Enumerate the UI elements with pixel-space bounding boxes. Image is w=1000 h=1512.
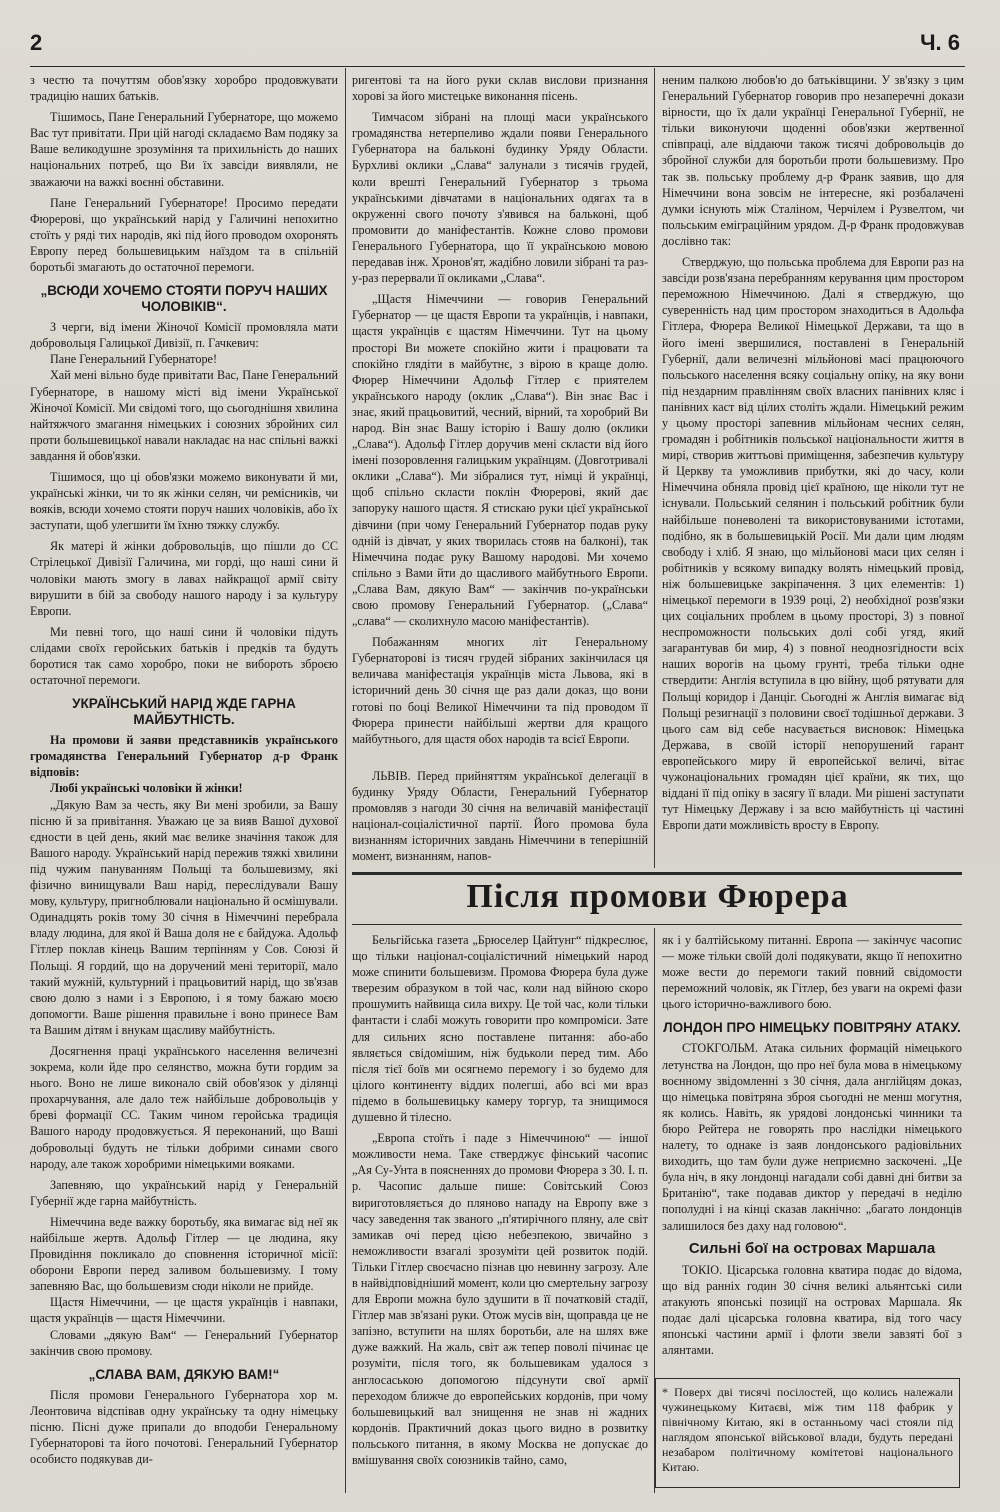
- col1-paragraph: Любі українські чоловіки й жінки!: [50, 781, 243, 796]
- col5-paragraph: як і у балтійському питанні. Европа — закінчує часопис — може тільки своїй долі подякувати, якщо її непохитно може вести до перемоги такий повний свідомости переможний чоловік, як Гітлер, без уваги на окремі фази цього історично-важливого бою.: [662, 933, 962, 1012]
- column-2: [352, 72, 648, 752]
- column-rule-1: [345, 68, 346, 1493]
- col1-paragraph: Пане Генеральний Губернаторе! Просимо передати Фюрерові, що український нарід у Галичині непохитно стоїть у ряді тих народів, які під його проводом охоронять Европу перед большевицьким наїздом та в спільній боротьбі змагають до остаточної перемоги.: [30, 195, 338, 275]
- col5-subheading: ЛОНДОН ПРО НІМЕЦЬКУ ПОВІТРЯНУ АТАКУ.: [663, 1020, 961, 1036]
- col1-paragraph: Тішимось, Пане Генеральний Губернаторе, що можемо Вас тут привітати. При цій нагоді складаємо Вам подяку за Ваше великодушне зрозуміння та прихильність до наших національних потреб, що Ви їх завсіди виявляли, не зважаючи на важкі воєнні обставини.: [30, 110, 338, 189]
- col1-paragraph: з честю та почуттям обов'язку хоробро продовжувати традицію наших батьків.: [30, 73, 338, 104]
- col1-paragraph: Словами „дякую Вам“ — Генеральний Губернатор закінчив свою промову.: [30, 1327, 338, 1358]
- col3-paragraph: Стверджую, що польська проблема для Европи раз на завсіди розв'язана перебранням керування цим простором переможною Німеччиною. Далі я стверджую, що суверенність над цим простором знаходиться в Адольфа Гітлера, Фюрера Великої Німецької Держави, та що в його імені звершилися, поставлені в Генеральній Губернії, дали величезні мільйонові масі працюючого польського населення всяку соціальну опіку, на яку вони під нездарним правлінням своїх власних панівних кляс і панівних каст від цілих століть ждали. Німецький режим у цьому просторі запевнив мільйонам чесних селян, громадян і робітників польської національности життя в мирі, створив життьові приміщення, забезпечив культуру й Церкву та уможливив прибутки, які до часу, коли Німеччина обняла провід цієї країною, ще ніколи тут не існували. Польський селянин і польський робітник були найбільше поневолені та використовуваними істотами, подібно, як в большевицькій Росії. Ми дали цим людям свободу і хліб. Я знаю, що мільйонові маси цих селян і робітників у всякому випадку волять німецький провід, ніж большевицьке закріпачення. З цих елементів: 1) німецької перемоги в 1939 році, 2) необхідної розв'язки цих соціальних проблем в цьому просторі, 3) з повної неспроможности польських долі собі угяд, який загарантував би мир, 4) з повної неоднозгідности всіх наших ворогів на цьому грунті, треба тільки одне ствердити: Англія вступила в цю війну, щоб рятувати для Польщі коридор і Данціг. Сьогодні ж Англія вимагає від Польщі резигнації з половини своєї тодішньої держави. З цього сам від себе насувається висновок: Німецька Держава, в своїй історії непорушений гарант европейського миру й европейської величі, вітає чужонаціональних громадян цієї країни, як тих, що віддані її під опіку в засягу її влади. Ми рішені заступати тут Німецьку Державу і за всю майбутність ці частині Европи дати можливість вросту в Европу.: [662, 255, 964, 833]
- col1-subheading: УКРАЇНСЬКИЙ НАРІД ЖДЕ ГАРНА МАЙБУТНІСТЬ.: [72, 696, 296, 728]
- col1-paragraph: Щастя Німеччини, — це щастя українців і навпаки, щастя українців — щастя Німеччини.: [30, 1295, 338, 1326]
- col4-paragraph: „Европа стоїть і паде з Німеччиною“ — іншої можливости нема. Таке стверджує фінський часопис „Ая Су-Унта в поясненнях до промови Фюрера з 30. І. п. р. Часопис дальше пише: Совітський Союз вириготовляється до пляново нападу на Европу вже з часу заведення так званого „п'ятирічного пляну, але світ замикав очі перед цією небезпекою, звичайно з неможливости взагалі зрозуміти цей розвиток подій. Тільки Гітлер своєчасно пізнав цю невинну загрозу. Але в найвідповідніший момент, коли цю смертельну загрозу для Европи можна було здушити в її початковій стадії, Гітлер мав зв'язані руки. Отож мусів він, щоправда це не запізно, вступити на шлях боротьби, але на шлях вже дуже важкий. На жаль, світ аж тепер поволі пічинає це розуміти, після того, як большевикам удалося з англосаською допомогою підсунути свої армії переходом ближче до европейських кордонів, при чому большевицький вал знищення не знав ні жадних кордонів. Практичний доказ цього видно в розвитку польського питання, в якому Москва не допускає до вмішування своїх союзників тайно, само,: [352, 1131, 648, 1467]
- col1-paragraph: Ми певні того, що наші сини й чоловіки підуть слідами своїх геройських батьків і предків та будуть боротися так само хоробро, поки не вибороть зброєю остаточної перемоги.: [30, 624, 338, 688]
- column-1: [30, 72, 338, 1494]
- column-4: [352, 932, 648, 1492]
- headline-underline: [352, 924, 962, 925]
- col1-paragraph: Досягнення праці українського населення величезні зокрема, коли йде про селянство, можна бути гордим за нього. Воно не лише виконало свій обов'язок у ділянці прохарчування, але дало теж найбільше добровольців у бреві формації СС. Таким чином геройська традиція Вашого народу продовжується. Я переконаний, що Ваші добровольці будуть не тільки добрими синами свого народу, але також хоробрими німецькими вояками.: [30, 1043, 338, 1171]
- page-number-right: Ч. 6: [920, 30, 960, 55]
- section-rule: [352, 872, 962, 875]
- boxed-note: [655, 1378, 960, 1488]
- col1-paragraph: „Дякую Вам за честь, яку Ви мені зробили, за Вашу пісню й за привітання. Уважаю це за вияв Вашої духової єдности в цей день, який має велике значіння також для Вашого народу. Український нарід пережив тяжкі хвилини під чужим пануванням Польщі та большевизму, які фізично винищували Ваш нарід, переслідували Вашу мову, культуру, пригноблювали національно й осмішували. Одинадцять років тому 30 січня в Німеччині перебрала владу людина, для якої й Ваша доля не є байдужа. Адольф Гітлер поклав кінець Вашим терпінням у Сов. Союзі й Польщі. Я гордий, що на доручений мені території, мало такий мужній, культурний і працьовитий нарід, що зв'язав свою долю з нами і з Европою, і я тому бажаю моєю допомогти. Ваше рішення правильне і воно принесе Вам та Вашим дітям і внукам щасливу майбутність.: [30, 797, 338, 1037]
- asterisk-icon: *: [662, 1385, 675, 1399]
- col1-paragraph: Запевняю, що український нарід у Генеральній Губернії жде гарна майбутність.: [30, 1177, 338, 1208]
- col2-paragraph: ригентові та на його руки склав вислови признання хорові за його мистецьке виконання пісень.: [352, 73, 648, 104]
- col3-paragraph: неним палкою любов'ю до батьківщини. У зв'язку з цим Генеральний Губернатор говорив про незаперечні докази вірности, що їх дали українці Генеральної Губернії, не тільки виконуючи щоденні обов'язки жертвенної співпраці, але віддаючи також тисячі добровольців до збройної служби для боротьби проти большевизму. Про так зв. польську проблему д-р Франк заявив, що для Німеччини вона зовсім не інтересне, які розбалачені думки існують між Сталіном, Черчілем і Рузвелтом, чи польським еміграційним урядом. Д-р Франк продовжував дослівно так:: [662, 73, 964, 248]
- col2-paragraph: ЛЬВІВ. Перед прийняттям української делегації в будинку Уряду Области, Генеральний Губернатор промовляв з нагоди 30 січня на величавій маніфестації націонал-соціалістичної партії. Його промова була визнанням історичних завдань Німеччини в теперішній момент, визнанням, напов-: [352, 769, 648, 864]
- col1-paragraph: Як матері й жінки добровольців, що пішли до СС Стрілецької Дивізії Галичина, ми горді, що наші сини й чоловіки мають змогу в лавах найкращої армії світу вирушити в бій за свободу нашого народу і за культуру Европи.: [30, 539, 338, 618]
- column-rule-2: [654, 68, 655, 868]
- column-3: [662, 72, 964, 868]
- col1-paragraph: Німеччина веде важку боротьбу, яка вимагає від неї як найбільше жертв. Адольф Гітлер — це людина, яку Провидіння покликало до сповнення історичної місії: оборони Европи перед заливом большевизму. І тому запевняю Вас, що большевизм сюди ніколи не прийде.: [30, 1214, 338, 1294]
- col2-paragraph: Тимчасом зібрані на площі маси українського громадянства нетерпеливо ждали появи Генерального Губернатора на бальконі будинку Уряду Области. Бурхливі оклики „Слава“ залунали з тисячів грудей, коли врешті Генеральний Губернатор з трьома українськими дівчатами в національних одягах та в окруженні свого почоту з'явився на бальконі, щоб промовити до маніфестантів. Кожне слово промови Генерального Губернатора, що її українською мовою передавав інж. Хронов'ят, жадібно ловили зібрані та раз-у-раз перервали її окликами „Слава“.: [352, 110, 648, 286]
- col2-paragraph: „Щастя Німеччини — говорив Генеральний Губернатор — це щастя Европи та українців, і навпаки, щастя українців є щастям Німеччини. Тут на цьому просторі Ви можете спокійно жити і працювати та спокійно глядіти в майбутнє, з вірою в краще долю. Фюрер Німеччини Адольф Гітлер є приятелем українського народу (оклик „Слава“). Він знає Вас і знає, який працьовитий, чесний, вірний, та хоробрий Ви народ. Він знає Вашу історію і Вашу долю (оклики „Слава“). Адольф Гітлер доручив мені скласти від його імені позоровлення галицьким українцям. (Довготривалі оклики „Слава“). Ми зібралися тут, німці й українці, щоб спільно скласти поклін Фюрерові, який дає запоруку нашого щастя. Я стискаю руки цієї української дівчини (при чому Генеральний Губернатор подав руку одній із дівчат, у яких творилась стояв на балконі), так Німеччина подає руку Вашому народові. Ми хочемо спільно з Вами йти до щасливого майбутнього Европи. „Слава Вам, дякую Вам“ — закінчив по-українськи свою промову Генеральний Губернатор. („Слава“ „слава“ — сколихнуло масою маніфестантів).: [352, 292, 648, 629]
- col1-subheading: „ВСЮДИ ХОЧЕМО СТОЯТИ ПОРУЧ НАШИХ ЧОЛОВІКІВ“.: [40, 283, 328, 315]
- col4-paragraph: Бельгійська газета „Брюселер Цайтунг“ підкреслює, що тільки націонал-соціалістичний німецький народ може спинити большевизм. Промова Фюрера була дуже тверезим образуком в той час, коли над війною скоро прошумить найвища сила вихру. Це той час, коли тільки фантасти і слабі можуть говорити про компроміси. Зате для сильних ясно поставлене питання: або-або являється свідомішим, ніж будьколи перед тим. Або після тієї боїв ми осягнемо перемогу і зо будемо для цілого континенту віддих полегші, або всі ми враз підемо в большевицьку камеру торгур, та знищимося душевно й тілесно.: [352, 933, 648, 1125]
- col1-paragraph: Тішимося, що ці обов'язки можемо виконувати й ми, українські жінки, чи то як жінки селян, чи ремісників, чи вояків, всюди хочемо стояти поруч наших чоловіків, або їх заступати, щоб улегшити їм їхню тяжку службу.: [30, 469, 338, 533]
- page-number-left: 2: [30, 30, 43, 55]
- column-2-lviv: [352, 768, 648, 868]
- col1-paragraph: Після промови Генерального Губернатора хор м. Леонтовича відспівав одну українську та одну німецьку пісню. Пісні дуже припали до вподоби Генеральному Губернаторові та його почотові. Генеральний Губернатор особисто подякував ди-: [30, 1387, 338, 1467]
- boxed-note-text: Поверх дві тисячі посілостей, що колись належали чужинецькому Китаєві, між тим 118 фабрик у північному Китаю, які в останньому часі стояли під наглядом японської військової влади, будуть передані незабаром політичному комітетові національного Китаю.: [662, 1385, 954, 1474]
- col1-paragraph: Пане Генеральний Губернаторе!: [50, 352, 218, 367]
- top-rule: [30, 66, 965, 67]
- col1-subheading: „СЛАВА ВАМ, ДЯКУЮ ВАМ!“: [88, 1366, 280, 1382]
- col5-paragraph: СТОКГОЛЬМ. Атака сильних формацій німецького летунства на Лондон, що про неї була мова в німецькому воєнному звідомленні з 30 січня, дала англійцям доказ, що німецька повітряна зброя сьогодні не менш могутня, як колись. Навіть, як урядові лондонські чинники та бюро Рейтера не говорять про наслідки німецького налету, то однаке із заяв лондонського радіовільних виходить, що там були дуже неприємно заскочені. „Це була ніч, в яку лондонці нагадали собі давні дні битви за Британію“, таке подавав диктор у передачі в неділю пополудні і на кінці сказав лакнічно: „багато лондонців залишилося без даху над головою“.: [662, 1041, 962, 1233]
- headline: Після промови Фюрера: [466, 878, 849, 915]
- col5-subheading: Сильні бої на островах Маршала: [688, 1239, 936, 1257]
- column-5: [662, 932, 962, 1372]
- col1-paragraph: На промови й заяви представників українського громадянства Генеральний Губернатор д-р Франк відповів:: [30, 733, 338, 780]
- col1-paragraph: Хай мені вільно буде привітати Вас, Пане Генеральний Губернаторе, в нашому місті від імени Української Жіночої Комісії. Ми свідомі того, що сьогоднішня хвилина найтяжчого змагання німецьких і союзних збройних сил проти большевицької навали накладає на нас спільні важкі завдання й обов'язки.: [30, 368, 338, 463]
- col5-paragraph: ТОКІО. Цісарська головна кватира подає до відома, що від ранніх годин 30 січня великі альянтські сили атакують японські позиції на островах Маршала. Як подає далі цісарська головна кватира, від того часу японські частини армії і флоти звели завзяті бої з алянтами.: [662, 1262, 962, 1358]
- col2-paragraph: Побажанням многих літ Генеральному Губернаторові із тисяч грудей зібраних закінчилася ця величава маніфестація українців міста Львова, які в історичний день 30 січня ще раз дали доказ, що вони готові по боці Великої Німеччини та під проводом її Фюрера принести найбільші жертви для кращого майбутнього, для щастя обох народів та всієї Европи.: [352, 635, 648, 746]
- col1-paragraph: З черги, від імени Жіночої Комісії промовляла мати добровольця Галицької Дивізії, п. Гачкевич:: [30, 320, 338, 351]
